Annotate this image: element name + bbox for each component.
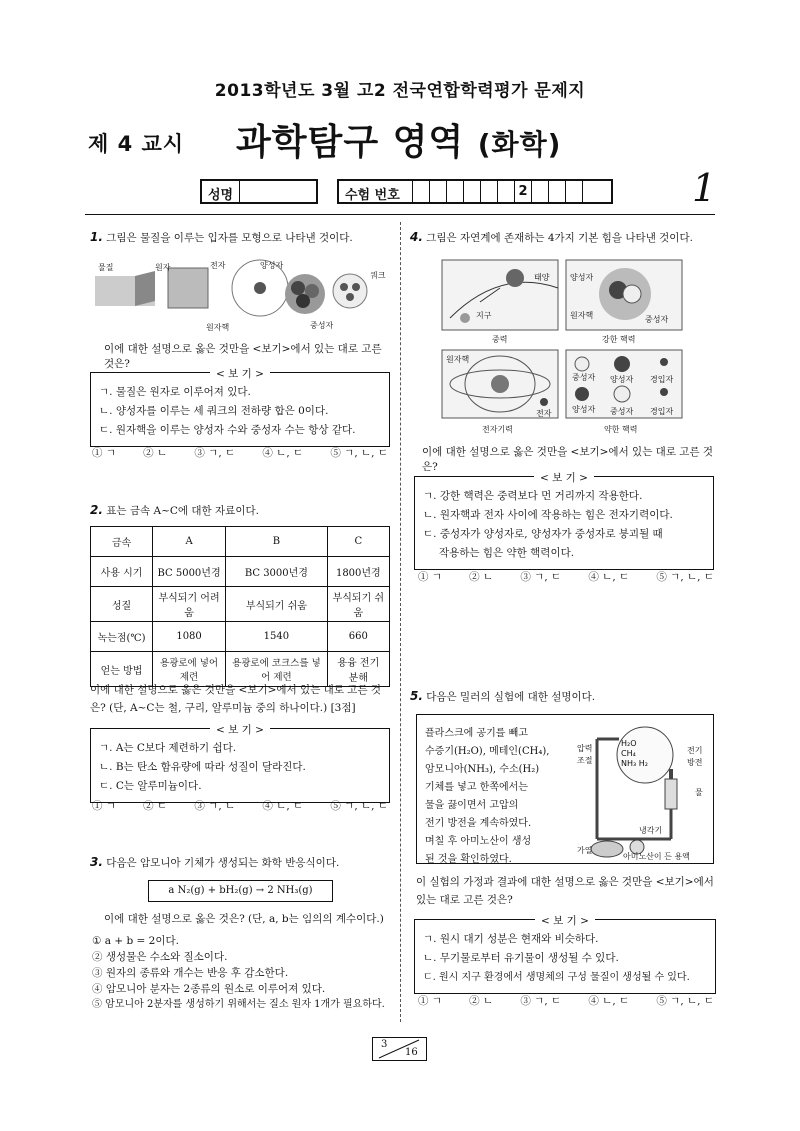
bogi-title: < 보 기 > — [210, 724, 270, 736]
bogi-item: ㄱ. A는 C보다 제련하기 쉽다. — [99, 742, 237, 754]
bogi-item: ㄷ. 중성자가 양성자로, 양성자가 중성자로 붕괴될 때 — [423, 528, 663, 540]
question-prompt: 이에 대한 설명으로 옳은 것은? (단, a, b는 임의의 계수이다.) — [104, 913, 384, 925]
question-prompt: 이 실험의 가정과 결과에 대한 설명으로 옳은 것만을 <보기>에서 있는 대로 고른 것은? — [416, 876, 714, 906]
subject-sub: (화학) — [477, 128, 562, 161]
option[interactable]: ⑤ ㄱ, ㄴ, ㄷ — [330, 447, 388, 459]
exam-title: 2013학년도 3월 고2 전국연합학력평가 문제지 — [214, 81, 586, 101]
answer-options — [418, 993, 714, 1008]
question-1 — [90, 230, 390, 245]
figure-label: 가열 — [577, 846, 593, 855]
table-cell: 660 — [327, 622, 389, 652]
figure-label: 조절 — [577, 756, 593, 765]
table-header: 금속 — [91, 527, 153, 557]
page-indicator — [372, 1037, 427, 1061]
bogi-item: ㄷ. C는 알루미늄이다. — [99, 780, 202, 792]
option[interactable]: ③ ㄱ, ㄷ — [520, 995, 562, 1007]
question-number: 2. — [90, 503, 103, 517]
exam-number-cell — [498, 181, 515, 202]
bogi-title: < 보 기 > — [535, 915, 595, 927]
option[interactable]: ③ ㄱ, ㄷ — [194, 447, 236, 459]
question-number: 3. — [90, 855, 103, 869]
figure-label: 방전 — [687, 758, 703, 767]
figure-label: 중성자 — [645, 315, 669, 324]
figure-label: 전자 — [536, 409, 552, 418]
bogi-box — [414, 915, 716, 994]
exam-number-cell — [481, 181, 498, 202]
figure-label: 전자 — [210, 261, 226, 270]
description-line: 수증기(H₂O), 메테인(CH₄), — [425, 746, 550, 757]
question-prompt: 이에 대한 설명으로 옳은 것만을 <보기>에서 있는 대로 고른 것은? — [104, 343, 382, 370]
name-field[interactable] — [200, 179, 318, 204]
exam-number-cell — [430, 181, 447, 202]
figure-label: H₂O CH₄ NH₃ H₂ — [621, 739, 648, 768]
option[interactable]: ① ㄱ — [418, 995, 442, 1007]
question-text: 그림은 자연계에 존재하는 4가지 기본 힘을 나타낸 것이다. — [426, 232, 693, 244]
description-line: 물을 끓이면서 고압의 — [425, 800, 519, 811]
exam-number-cell — [583, 181, 600, 202]
forces-figure — [440, 258, 690, 438]
table-cell: 녹는점(℃) — [91, 622, 153, 652]
option[interactable]: ⑤ ㄱ, ㄴ, ㄷ — [330, 800, 388, 812]
bogi-item: ㄱ. 물질은 원자로 이루어져 있다. — [99, 386, 251, 398]
exam-number-cell — [532, 181, 549, 202]
total-pages: 16 — [405, 1047, 418, 1058]
option[interactable]: ⑤ 암모니아 2분자를 생성하기 위해서는 질소 원자 1개가 필요하다. — [92, 999, 385, 1010]
figure-label: 중성자 — [572, 373, 596, 382]
figure-label: 양성자 — [260, 261, 284, 270]
table-cell: 성질 — [91, 587, 153, 622]
option[interactable]: ② ㄴ — [143, 447, 168, 459]
option[interactable]: ③ ㄱ, ㄴ — [194, 800, 236, 812]
exam-number-field[interactable] — [337, 179, 613, 204]
option[interactable]: ① ㄱ — [418, 571, 442, 583]
figure-label: 전기 — [687, 746, 703, 755]
table-cell: 부식되기 쉬움 — [327, 587, 389, 622]
figure-label: 원자 — [155, 263, 171, 272]
option[interactable]: ② ㄴ — [469, 995, 494, 1007]
option[interactable]: ② ㄷ — [143, 800, 168, 812]
exam-number-label: 수험 번호 — [339, 181, 413, 202]
question-prompt: 이에 대한 설명으로 옳은 것만을 <보기>에서 있는 대로 고른 것은? — [422, 446, 714, 473]
figure-label: 물질 — [98, 263, 114, 272]
question-text: 그림은 물질을 이루는 입자를 모형으로 나타낸 것이다. — [106, 232, 353, 244]
figure-label: 냉각기 — [639, 826, 663, 835]
question-2 — [90, 503, 390, 518]
answer-options — [418, 569, 714, 584]
answer-options — [92, 933, 392, 1013]
table-header: C — [327, 527, 389, 557]
table-cell: 1800년경 — [327, 557, 389, 587]
bogi-item: ㄴ. 원자핵과 전자 사이에 작용하는 힘은 전자기력이다. — [423, 509, 673, 521]
table-row — [91, 587, 390, 622]
description-line: 된 것을 확인하였다. — [425, 854, 512, 865]
subject-name: 과학탐구 영역 — [236, 122, 465, 163]
table-header: A — [153, 527, 226, 557]
answer-options — [92, 798, 388, 813]
option[interactable]: ④ ㄴ, ㄷ — [262, 447, 304, 459]
figure-label: 원자핵 — [206, 323, 230, 332]
bogi-box — [414, 472, 714, 570]
table-cell: 용광로에 넣어 제련 — [153, 652, 226, 687]
option[interactable]: ③ 원자의 종류와 개수는 반응 후 감소한다. — [92, 967, 289, 979]
figure-label: 약한 핵력 — [604, 425, 638, 434]
description-line: 전기 방전을 계속하였다. — [425, 818, 532, 829]
exam-number-digit: 2 — [515, 181, 532, 202]
table-row — [91, 622, 390, 652]
question-number: 4. — [410, 230, 423, 244]
question-number: 1. — [90, 230, 103, 244]
option[interactable]: ④ 암모니아 분자는 2종류의 원소로 이루어져 있다. — [92, 983, 326, 995]
table-cell: 부식되기 어려움 — [153, 587, 226, 622]
bogi-box — [90, 368, 390, 447]
figure-label: 중성자 — [310, 321, 334, 330]
chemical-equation: a N₂(g) + bH₂(g) → 2 NH₃(g) — [148, 880, 333, 902]
description-line: 며칠 후 아미노산이 생성 — [425, 836, 532, 847]
figure-label: 강한 핵력 — [602, 335, 636, 344]
figure-label: 물 — [695, 788, 703, 797]
page-number: 1 — [692, 166, 717, 210]
column-divider — [400, 222, 401, 1022]
metal-table — [90, 526, 390, 687]
table-row — [91, 557, 390, 587]
question-text: 표는 금속 A~C에 대한 자료이다. — [106, 505, 259, 517]
figure-label: 태양 — [534, 273, 550, 282]
figure-label: 경입자 — [650, 407, 674, 416]
figure-label: 양성자 — [610, 375, 634, 384]
figure-label: 지구 — [476, 311, 492, 320]
miller-description — [425, 725, 565, 869]
name-label: 성명 — [202, 181, 240, 202]
exam-number-cell — [447, 181, 464, 202]
table-header: B — [226, 527, 328, 557]
bogi-item: ㄱ. 강한 핵력은 중력보다 먼 거리까지 작용한다. — [423, 490, 643, 502]
option[interactable]: ⑤ ㄱ, ㄴ, ㄷ — [656, 571, 714, 583]
figure-label: 아미노산이 든 용액 — [623, 852, 690, 861]
table-cell: 사용 시기 — [91, 557, 153, 587]
table-cell: 1080 — [153, 622, 226, 652]
option[interactable]: ② ㄴ — [469, 571, 494, 583]
figure-label: 양성자 — [572, 405, 596, 414]
figure-label: 쿼크 — [370, 271, 386, 280]
option[interactable]: ④ ㄴ, ㄷ — [588, 571, 630, 583]
bogi-item: ㄴ. B는 탄소 함유량에 따라 성질이 달라진다. — [99, 761, 306, 773]
exam-number-cell — [413, 181, 430, 202]
figure-label: 압력 — [577, 744, 593, 753]
question-text: 다음은 밀러의 실험에 대한 설명이다. — [426, 691, 596, 703]
figure-label: 원자핵 — [446, 355, 470, 364]
question-5 — [410, 689, 715, 704]
header-rule — [85, 214, 715, 215]
bogi-item: ㄴ. 양성자를 이루는 세 쿼크의 전하량 합은 0이다. — [99, 405, 329, 417]
subject-title — [236, 114, 561, 165]
current-page: 3 — [381, 1039, 388, 1050]
exam-number-cell — [566, 181, 583, 202]
figure-label: 전자기력 — [482, 425, 513, 434]
question-number: 5. — [410, 689, 423, 703]
description-line: 플라스크에 공기를 빼고 — [425, 728, 528, 739]
bogi-item: ㄱ. 원시 대기 성분은 현재와 비슷하다. — [423, 933, 599, 945]
table-cell: 얻는 방법 — [91, 652, 153, 687]
table-cell: 1540 — [226, 622, 328, 652]
exam-number-cell — [464, 181, 481, 202]
bogi-item: 작용하는 힘은 약한 핵력이다. — [439, 547, 575, 559]
period-label: 제 4 교시 — [88, 132, 185, 156]
figure-label: 중력 — [492, 335, 508, 344]
figure-label: 양성자 — [570, 273, 594, 282]
option[interactable]: ④ ㄴ, ㄷ — [588, 995, 630, 1007]
bogi-title: < 보 기 > — [210, 368, 270, 380]
table-cell: BC 5000년경 — [153, 557, 226, 587]
option[interactable]: ① ㄱ — [92, 800, 116, 812]
table-cell: 부식되기 쉬움 — [226, 587, 328, 622]
question-3 — [90, 855, 390, 870]
description-line: 기체를 넣고 한쪽에서는 — [425, 782, 528, 793]
table-cell: 용융 전기 분해 — [327, 652, 389, 687]
bogi-box — [90, 724, 390, 803]
question-text: 다음은 암모니아 기체가 생성되는 화학 반응식이다. — [106, 857, 340, 869]
answer-options — [92, 445, 388, 460]
option[interactable]: ① a + b = 2이다. — [92, 935, 179, 947]
particle-figure — [90, 256, 390, 336]
figure-label: 중성자 — [610, 407, 634, 416]
option[interactable]: ④ ㄴ, ㄷ — [262, 800, 304, 812]
option[interactable]: ① ㄱ — [92, 447, 116, 459]
miller-box — [416, 714, 714, 864]
option[interactable]: ⑤ ㄱ, ㄴ, ㄷ — [656, 995, 714, 1007]
figure-label: 경입자 — [650, 375, 674, 384]
option[interactable]: ② 생성물은 수소와 질소이다. — [92, 951, 228, 963]
bogi-item: ㄷ. 원자핵을 이루는 양성자 수와 중성자 수는 항상 같다. — [99, 424, 356, 436]
table-header-row — [91, 527, 390, 557]
particle-diagram — [90, 256, 390, 336]
table-cell: BC 3000년경 — [226, 557, 328, 587]
option[interactable]: ③ ㄱ, ㄷ — [520, 571, 562, 583]
table-cell: 용광로에 코크스를 넣어 제련 — [226, 652, 328, 687]
bogi-item: ㄴ. 무기물로부터 유기물이 생성될 수 있다. — [423, 952, 619, 964]
description-line: 암모니아(NH₃), 수소(H₂) — [425, 764, 540, 775]
bogi-item: ㄷ. 원시 지구 환경에서 생명체의 구성 물질이 생성될 수 있다. — [423, 972, 690, 983]
question-prompt: 이에 대한 설명으로 옳은 것만을 <보기>에서 있는 대로 고른 것은? (단, A~C는 철, 구리, 알루미늄 중의 하나이다.) [3점] — [90, 684, 382, 714]
bogi-title: < 보 기 > — [534, 472, 594, 484]
figure-label: 원자핵 — [570, 311, 594, 320]
question-4 — [410, 230, 715, 245]
exam-number-cell — [549, 181, 566, 202]
